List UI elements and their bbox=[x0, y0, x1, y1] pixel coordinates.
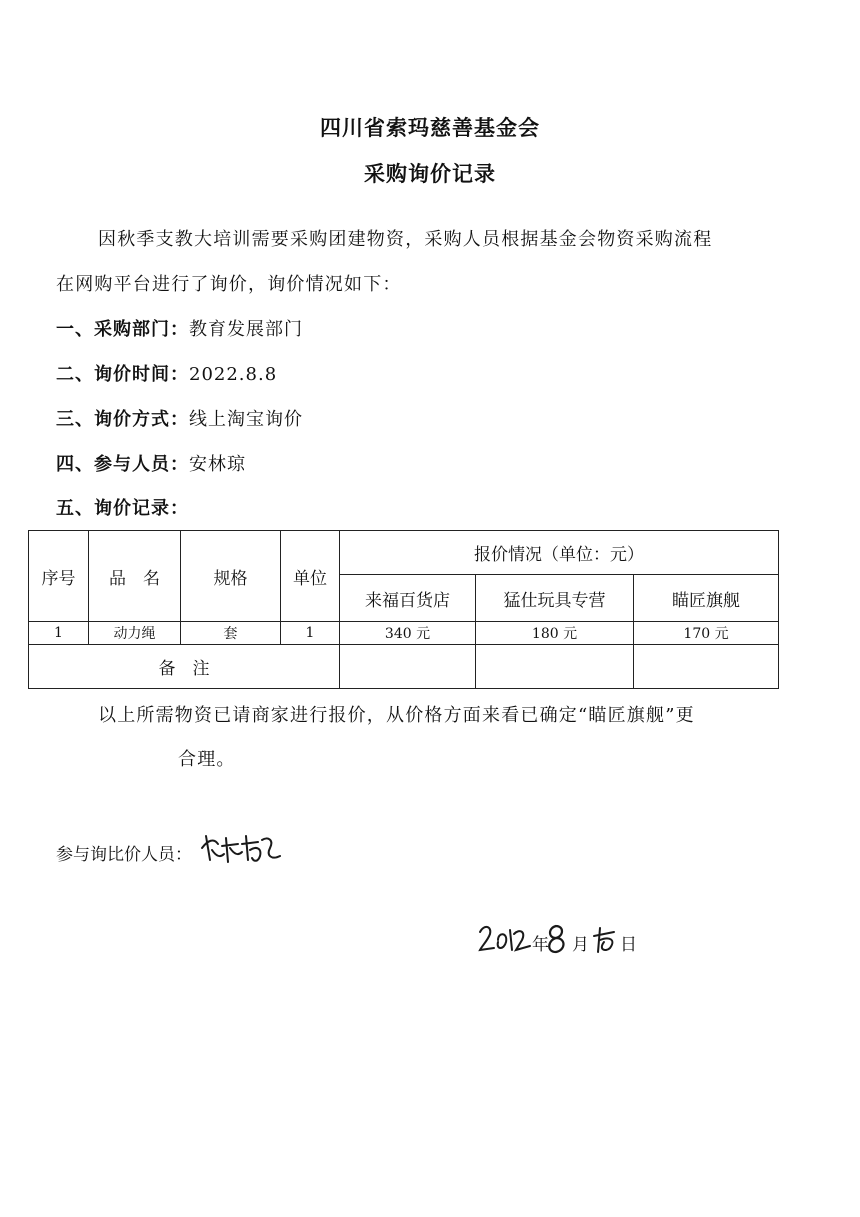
conclusion-line-1: 以上所需物资已请商家进行报价，从价格方面来看已确定“瞄匠旗舰”更 bbox=[98, 705, 695, 726]
cell-spec: 套 bbox=[181, 622, 281, 645]
header-seq: 序号 bbox=[29, 531, 89, 622]
remark-label: 备 注 bbox=[29, 645, 340, 689]
signature-label: 参与询比价人员： bbox=[56, 845, 192, 865]
date-month-char: 月 bbox=[572, 935, 589, 955]
item-label: 三、询价方式： bbox=[56, 409, 189, 430]
header-vendor-3: 瞄匠旗舰 bbox=[634, 575, 779, 622]
date-year-char: 年 bbox=[532, 935, 549, 955]
item-value: 线上淘宝询价 bbox=[189, 409, 303, 430]
item-label: 一、采购部门： bbox=[56, 319, 189, 340]
header-vendor-1: 来福百货店 bbox=[340, 575, 476, 622]
header-quote-group: 报价情况（单位：元） bbox=[340, 531, 779, 575]
item-department bbox=[56, 318, 303, 342]
cell-name: 动力绳 bbox=[89, 622, 181, 645]
header-name: 品 名 bbox=[89, 531, 181, 622]
table-row bbox=[29, 622, 779, 645]
item-label: 五、询价记录： bbox=[56, 498, 189, 519]
header-vendor-2: 猛仕玩具专营 bbox=[476, 575, 634, 622]
org-title: 四川省索玛慈善基金会 bbox=[320, 116, 540, 140]
cell-price-1: 340 元 bbox=[340, 622, 476, 645]
doc-title: 采购询价记录 bbox=[364, 162, 496, 186]
item-value: 2022.8.8 bbox=[189, 364, 278, 385]
item-time bbox=[56, 363, 277, 387]
item-participants bbox=[56, 453, 246, 477]
cell-seq: 1 bbox=[29, 622, 89, 645]
remark-cell-2 bbox=[476, 645, 634, 689]
item-value: 安林琼 bbox=[189, 454, 246, 475]
quote-table bbox=[28, 530, 779, 689]
cell-price-3: 170 元 bbox=[634, 622, 779, 645]
cell-unit: 1 bbox=[281, 622, 340, 645]
intro-line-1: 因秋季支教大培训需要采购团建物资，采购人员根据基金会物资采购流程 bbox=[98, 229, 713, 250]
table-header-row bbox=[29, 531, 779, 575]
handwritten-signature bbox=[198, 826, 284, 868]
remark-cell-3 bbox=[634, 645, 779, 689]
remark-cell-1 bbox=[340, 645, 476, 689]
conclusion-line-2: 合理。 bbox=[178, 749, 236, 770]
item-method bbox=[56, 408, 303, 432]
cell-price-2: 180 元 bbox=[476, 622, 634, 645]
item-value: 教育发展部门 bbox=[189, 319, 303, 340]
date-day-char: 日 bbox=[620, 935, 637, 955]
item-label: 二、询价时间： bbox=[56, 364, 189, 385]
item-label: 四、参与人员： bbox=[56, 454, 189, 475]
header-spec: 规格 bbox=[181, 531, 281, 622]
item-records bbox=[56, 497, 189, 521]
intro-line-2: 在网购平台进行了询价，询价情况如下： bbox=[56, 274, 402, 295]
table-remark-row bbox=[29, 645, 779, 689]
header-unit: 单位 bbox=[281, 531, 340, 622]
